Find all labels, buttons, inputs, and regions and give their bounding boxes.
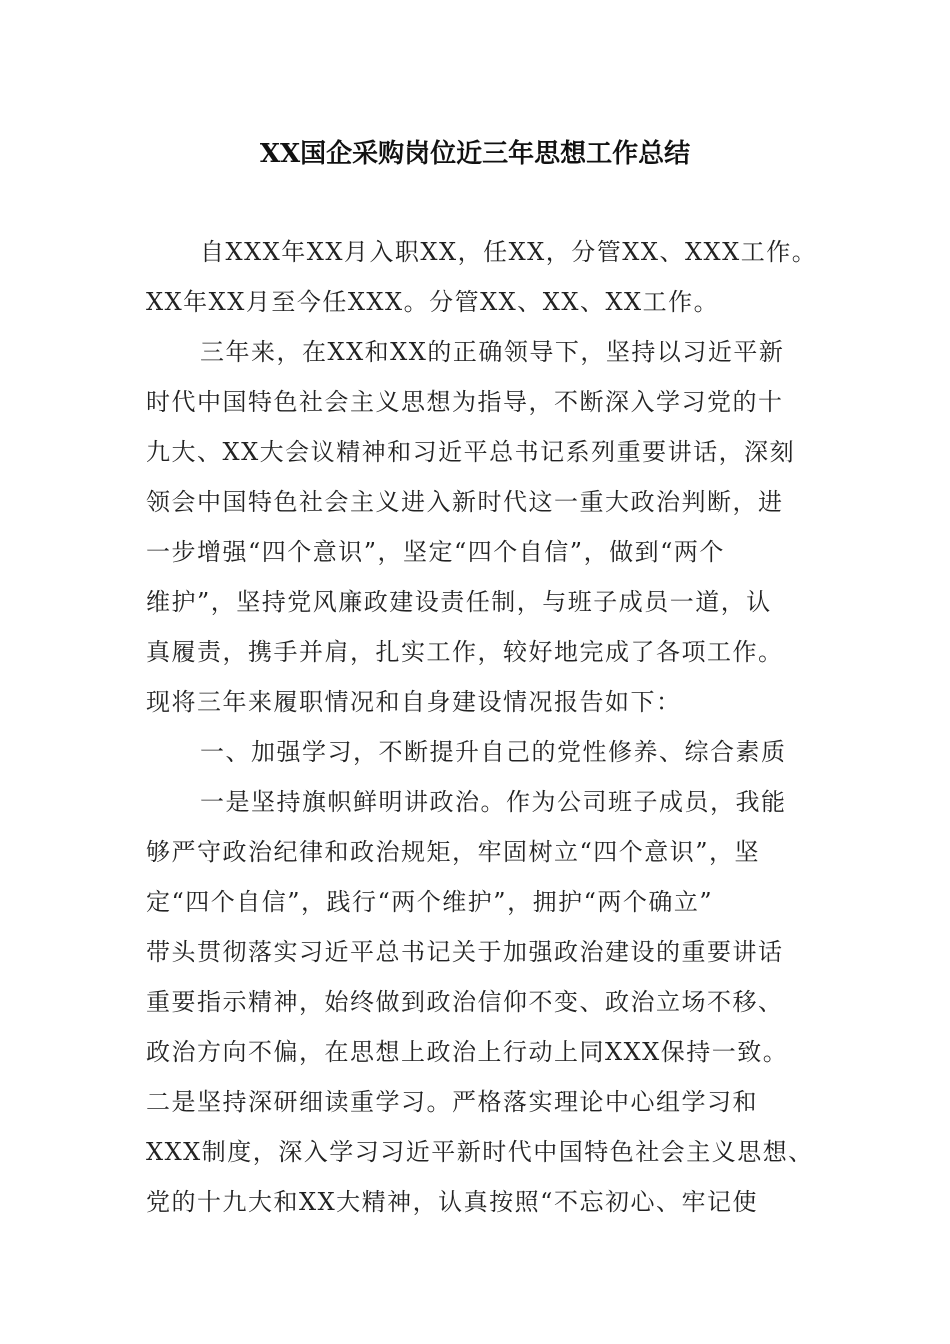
paragraph-line: 够严守政治纪律和政治规矩，牢固树立“四个意识”，坚 [146, 838, 761, 866]
paragraph-line: 党的十九大和XX大精神，认真按照“不忘初心、牢记使 [146, 1188, 758, 1216]
paragraph-line: 现将三年来履职情况和自身建设情况报告如下： [146, 688, 682, 716]
paragraph-line: 二是坚持深研细读重学习。严格落实理论中心组学习和 [146, 1088, 758, 1116]
document-title: XX国企采购岗位近三年思想工作总结 [259, 139, 691, 169]
paragraph-line: 定“四个自信”，践行“两个维护”，拥护“两个确立” [146, 888, 714, 916]
paragraph-line: 重要指示精神，始终做到政治信仰不变、政治立场不移、 [146, 988, 784, 1016]
section-heading: 一、加强学习，不断提升自己的党性修养、综合素质 [200, 738, 787, 766]
paragraph-line: 维护”，坚持党风廉政建设责任制，与班子成员一道，认 [146, 588, 772, 616]
paragraph-line: XXX制度，深入学习习近平新时代中国特色社会主义思想、 [146, 1138, 814, 1166]
paragraph-line: 自XXX年XX月入职XX，任XX，分管XX、XXX工作。 [200, 238, 818, 266]
paragraph-line: 时代中国特色社会主义思想为指导，不断深入学习党的十 [146, 388, 784, 416]
paragraph-line: 九大、XX大会议精神和习近平总书记系列重要讲话，深刻 [146, 438, 796, 466]
paragraph-line: 政治方向不偏，在思想上政治上行动上同XXX保持一致。 [146, 1038, 789, 1066]
paragraph-line: 一步增强“四个意识”，坚定“四个自信”，做到“两个 [146, 538, 725, 566]
paragraph-line: 真履责，携手并肩，扎实工作，较好地完成了各项工作。 [146, 638, 784, 666]
paragraph-line: XX年XX月至今任XXX。分管XX、XX、XX工作。 [146, 288, 720, 316]
paragraph-line: 一是坚持旗帜鲜明讲政治。作为公司班子成员，我能 [200, 788, 787, 816]
paragraph-line: 带头贯彻落实习近平总书记关于加强政治建设的重要讲话 [146, 938, 784, 966]
paragraph-line: 领会中国特色社会主义进入新时代这一重大政治判断，进 [146, 488, 784, 516]
paragraph-line: 三年来，在XX和XX的正确领导下，坚持以习近平新 [200, 338, 785, 366]
